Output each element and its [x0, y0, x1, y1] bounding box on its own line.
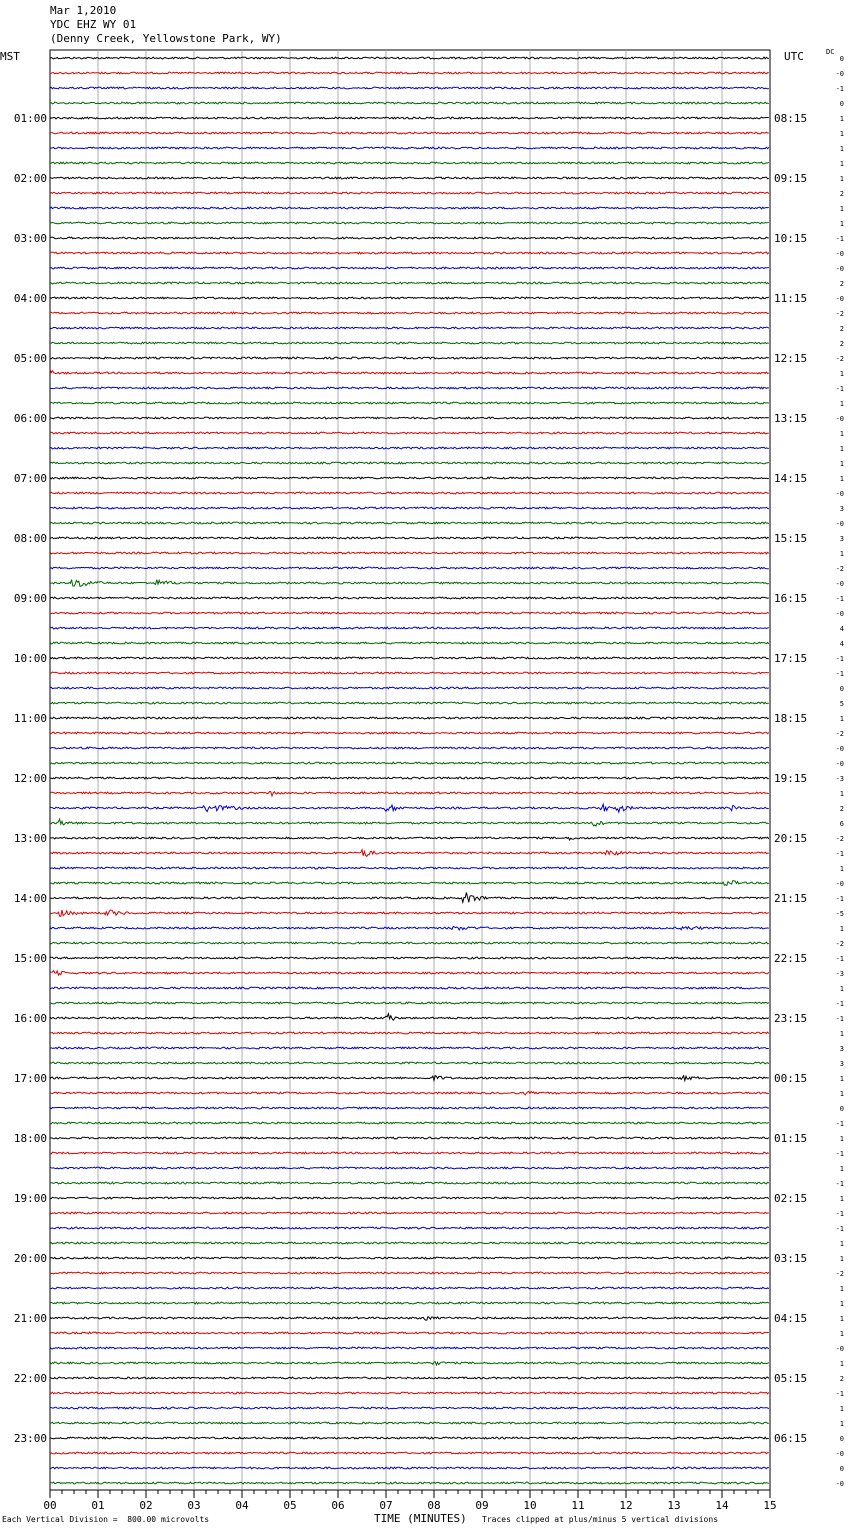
dc-offset-74: 1: [839, 1165, 844, 1173]
dc-offset-92: 0: [839, 1435, 844, 1443]
trace-48: [50, 777, 769, 779]
chart-location: (Denny Creek, Yellowstone Park, WY): [50, 32, 282, 45]
trace-24: [50, 417, 769, 419]
dc-offset-39: 4: [839, 640, 844, 648]
trace-46: [50, 747, 769, 749]
trace-68: [50, 1076, 769, 1081]
mst-hour-label: 07:00: [13, 472, 47, 485]
trace-27: [50, 462, 769, 464]
x-tick-label: 14: [715, 1499, 729, 1512]
trace-13: [50, 252, 769, 254]
trace-90: [50, 1407, 769, 1409]
utc-hour-label: 21:15: [774, 892, 808, 905]
trace-36: [50, 597, 769, 599]
x-tick-label: 04: [235, 1499, 249, 1512]
trace-35: [50, 580, 769, 587]
dc-offset-93: -0: [835, 1450, 844, 1458]
dc-offset-18: 2: [839, 325, 844, 333]
trace-14: [50, 267, 769, 269]
x-tick-label: 02: [139, 1499, 153, 1512]
trace-23: [50, 402, 769, 404]
dc-offset-6: 1: [839, 145, 844, 153]
utc-hour-label: 01:15: [774, 1132, 808, 1145]
trace-74: [50, 1167, 769, 1169]
x-tick-label: 07: [379, 1499, 393, 1512]
dc-offset-37: -0: [835, 610, 844, 618]
trace-73: [50, 1152, 769, 1154]
utc-hour-label: 05:15: [774, 1372, 808, 1385]
dc-offset-78: -1: [835, 1225, 844, 1233]
mst-hour-label: 20:00: [13, 1252, 47, 1265]
mst-hour-label: 22:00: [13, 1372, 47, 1385]
dc-offset-24: -0: [835, 415, 844, 423]
dc-offset-62: 1: [839, 985, 844, 993]
mst-hour-label: 15:00: [13, 952, 47, 965]
mst-hour-label: 16:00: [13, 1012, 47, 1025]
trace-12: [50, 237, 769, 239]
dc-offset-69: 1: [839, 1090, 844, 1098]
mst-hour-label: 14:00: [13, 892, 47, 905]
x-tick-label: 13: [667, 1499, 681, 1512]
trace-71: [50, 1122, 769, 1124]
dc-offset-38: 4: [839, 625, 844, 633]
dc-offset-33: 1: [839, 550, 844, 558]
dc-offset-75: -1: [835, 1180, 844, 1188]
trace-34: [50, 567, 769, 569]
dc-offset-70: 0: [839, 1105, 844, 1113]
trace-26: [50, 447, 769, 449]
dc-offset-3: 0: [839, 100, 844, 108]
dc-offset-90: 1: [839, 1405, 844, 1413]
dc-offset-77: -1: [835, 1210, 844, 1218]
dc-offset-84: 1: [839, 1315, 844, 1323]
dc-offset-88: 2: [839, 1375, 844, 1383]
trace-50: [50, 804, 769, 812]
dc-column-label: DC: [826, 48, 835, 56]
trace-80: [50, 1257, 769, 1259]
dc-offset-68: 1: [839, 1075, 844, 1083]
trace-64: [50, 1014, 769, 1021]
mst-hour-label: 11:00: [13, 712, 47, 725]
x-axis-label: TIME (MINUTES): [374, 1512, 467, 1525]
trace-6: [50, 147, 769, 149]
trace-58: [50, 927, 769, 931]
dc-offset-29: -0: [835, 490, 844, 498]
trace-53: [50, 850, 769, 857]
trace-87: [50, 1362, 769, 1365]
trace-39: [50, 642, 769, 644]
dc-offset-59: -2: [835, 940, 844, 948]
trace-76: [50, 1197, 769, 1199]
dc-offset-52: -2: [835, 835, 844, 843]
trace-82: [50, 1287, 769, 1289]
dc-offset-47: -0: [835, 760, 844, 768]
dc-offset-51: 6: [839, 820, 844, 828]
dc-offset-95: -0: [835, 1480, 844, 1488]
dc-offset-17: -2: [835, 310, 844, 318]
trace-69: [50, 1091, 769, 1095]
utc-hour-label: 02:15: [774, 1192, 808, 1205]
mst-hour-label: 02:00: [13, 172, 47, 185]
trace-45: [50, 732, 769, 734]
dc-offset-79: 1: [839, 1240, 844, 1248]
dc-offset-91: 1: [839, 1420, 844, 1428]
dc-offset-8: 1: [839, 175, 844, 183]
dc-offset-22: -1: [835, 385, 844, 393]
utc-hour-label: 14:15: [774, 472, 808, 485]
trace-55: [50, 881, 769, 886]
trace-56: [50, 893, 769, 903]
trace-93: [50, 1452, 769, 1454]
dc-offset-25: 1: [839, 430, 844, 438]
x-tick-label: 00: [43, 1499, 57, 1512]
trace-63: [50, 1002, 769, 1004]
trace-44: [50, 717, 769, 719]
trace-79: [50, 1242, 769, 1244]
trace-30: [50, 507, 769, 509]
trace-20: [50, 357, 769, 359]
trace-18: [50, 327, 769, 329]
mst-hour-label: 10:00: [13, 652, 47, 665]
trace-88: [50, 1377, 769, 1379]
dc-offset-14: -0: [835, 265, 844, 273]
trace-0: [50, 57, 769, 59]
dc-offset-40: -1: [835, 655, 844, 663]
utc-hour-label: 17:15: [774, 652, 808, 665]
dc-offset-23: 1: [839, 400, 844, 408]
dc-offset-81: -2: [835, 1270, 844, 1278]
dc-offset-61: -3: [835, 970, 844, 978]
utc-hour-label: 22:15: [774, 952, 808, 965]
utc-hour-label: 10:15: [774, 232, 808, 245]
dc-offset-67: 3: [839, 1060, 844, 1068]
utc-hour-label: 18:15: [774, 712, 808, 725]
trace-25: [50, 432, 769, 434]
trace-29: [50, 492, 769, 494]
dc-offset-41: -1: [835, 670, 844, 678]
utc-hour-label: 16:15: [774, 592, 808, 605]
mst-hour-label: 18:00: [13, 1132, 47, 1145]
trace-59: [50, 942, 769, 944]
dc-offset-64: -1: [835, 1015, 844, 1023]
x-tick-label: 01: [91, 1499, 105, 1512]
dc-offset-76: 1: [839, 1195, 844, 1203]
dc-offset-48: -3: [835, 775, 844, 783]
left-timezone-label: MST: [0, 50, 20, 63]
utc-hour-label: 09:15: [774, 172, 808, 185]
trace-51: [50, 819, 769, 826]
utc-hour-label: 08:15: [774, 112, 808, 125]
trace-40: [50, 657, 769, 659]
mst-hour-label: 05:00: [13, 352, 47, 365]
utc-hour-label: 04:15: [774, 1312, 808, 1325]
dc-offset-19: 2: [839, 340, 844, 348]
trace-10: [50, 207, 769, 209]
dc-offset-82: 1: [839, 1285, 844, 1293]
trace-47: [50, 762, 769, 764]
dc-offset-85: 1: [839, 1330, 844, 1338]
utc-hour-label: 03:15: [774, 1252, 808, 1265]
trace-1: [50, 72, 769, 74]
mst-hour-label: 06:00: [13, 412, 47, 425]
trace-5: [50, 132, 769, 134]
trace-52: [50, 837, 769, 840]
dc-offset-15: 2: [839, 280, 844, 288]
trace-22: [50, 387, 769, 389]
dc-offset-9: 2: [839, 190, 844, 198]
trace-19: [50, 342, 769, 344]
dc-offset-11: 1: [839, 220, 844, 228]
dc-offset-27: 1: [839, 460, 844, 468]
dc-offset-44: 1: [839, 715, 844, 723]
mst-hour-label: 09:00: [13, 592, 47, 605]
trace-31: [50, 522, 769, 524]
dc-offset-7: 1: [839, 160, 844, 168]
dc-offset-56: -1: [835, 895, 844, 903]
trace-75: [50, 1182, 769, 1184]
mst-hour-label: 17:00: [13, 1072, 47, 1085]
utc-hour-label: 13:15: [774, 412, 808, 425]
dc-offset-35: -0: [835, 580, 844, 588]
trace-92: [50, 1437, 769, 1439]
trace-67: [50, 1062, 769, 1064]
trace-83: [50, 1302, 769, 1304]
dc-offset-0: 0: [839, 55, 844, 63]
trace-7: [50, 162, 769, 164]
trace-42: [50, 687, 769, 689]
trace-17: [50, 312, 769, 314]
dc-offset-26: 1: [839, 445, 844, 453]
trace-57: [50, 910, 769, 916]
trace-33: [50, 552, 769, 554]
trace-66: [50, 1047, 769, 1049]
dc-offset-72: 1: [839, 1135, 844, 1143]
x-tick-label: 05: [283, 1499, 297, 1512]
x-tick-label: 12: [619, 1499, 633, 1512]
trace-4: [50, 117, 769, 119]
dc-offset-36: -1: [835, 595, 844, 603]
dc-offset-54: 1: [839, 865, 844, 873]
trace-95: [50, 1482, 769, 1484]
dc-offset-32: 3: [839, 535, 844, 543]
dc-offset-10: 1: [839, 205, 844, 213]
mst-hour-label: 21:00: [13, 1312, 47, 1325]
utc-hour-label: 19:15: [774, 772, 808, 785]
trace-65: [50, 1032, 769, 1034]
trace-94: [50, 1467, 769, 1469]
x-tick-label: 11: [571, 1499, 585, 1512]
dc-offset-28: 1: [839, 475, 844, 483]
utc-hour-label: 11:15: [774, 292, 808, 305]
trace-70: [50, 1107, 769, 1109]
dc-offset-49: 1: [839, 790, 844, 798]
trace-86: [50, 1347, 769, 1349]
dc-offset-13: -0: [835, 250, 844, 258]
dc-offset-58: 1: [839, 925, 844, 933]
utc-hour-label: 12:15: [774, 352, 808, 365]
trace-11: [50, 222, 769, 224]
trace-2: [50, 87, 769, 89]
trace-78: [50, 1227, 769, 1229]
utc-hour-label: 00:15: [774, 1072, 808, 1085]
dc-offset-30: 3: [839, 505, 844, 513]
dc-offset-16: -0: [835, 295, 844, 303]
dc-offset-46: -0: [835, 745, 844, 753]
trace-60: [50, 957, 769, 959]
dc-offset-34: -2: [835, 565, 844, 573]
chart-station: YDC EHZ WY 01: [50, 18, 137, 31]
x-tick-label: 03: [187, 1499, 201, 1512]
dc-offset-60: -1: [835, 955, 844, 963]
trace-89: [50, 1392, 769, 1394]
dc-offset-55: -0: [835, 880, 844, 888]
trace-3: [50, 102, 769, 104]
dc-offset-43: 5: [839, 700, 844, 708]
mst-hour-label: 13:00: [13, 832, 47, 845]
trace-84: [50, 1317, 769, 1321]
clip-note: Traces clipped at plus/minus 5 vertical divisions: [482, 1515, 719, 1524]
dc-offset-2: -1: [835, 85, 844, 93]
dc-offset-87: 1: [839, 1360, 844, 1368]
trace-43: [50, 702, 769, 704]
x-tick-label: 08: [427, 1499, 441, 1512]
dc-offset-86: -0: [835, 1345, 844, 1353]
dc-offset-1: -0: [835, 70, 844, 78]
dc-offset-53: -1: [835, 850, 844, 858]
trace-91: [50, 1422, 769, 1424]
trace-16: [50, 297, 769, 299]
dc-offset-89: -1: [835, 1390, 844, 1398]
trace-61: [50, 971, 769, 976]
dc-offset-4: 1: [839, 115, 844, 123]
trace-9: [50, 192, 769, 194]
trace-81: [50, 1272, 769, 1274]
trace-54: [50, 867, 769, 869]
trace-41: [50, 672, 769, 674]
mst-hour-label: 12:00: [13, 772, 47, 785]
x-tick-label: 09: [475, 1499, 489, 1512]
trace-77: [50, 1212, 769, 1214]
x-tick-label: 10: [523, 1499, 537, 1512]
dc-offset-42: 0: [839, 685, 844, 693]
scale-note: Each Vertical Division = 800.00 microvolts: [2, 1515, 210, 1524]
trace-49: [50, 792, 769, 797]
trace-15: [50, 282, 769, 284]
dc-offset-83: 1: [839, 1300, 844, 1308]
mst-hour-label: 04:00: [13, 292, 47, 305]
dc-offset-66: 3: [839, 1045, 844, 1053]
dc-offset-45: -2: [835, 730, 844, 738]
trace-38: [50, 627, 769, 629]
utc-hour-label: 20:15: [774, 832, 808, 845]
dc-offset-80: 1: [839, 1255, 844, 1263]
trace-62: [50, 987, 769, 989]
trace-21: [50, 369, 769, 374]
dc-offset-21: 1: [839, 370, 844, 378]
chart-date: Mar 1,2010: [50, 4, 117, 17]
mst-hour-label: 23:00: [13, 1432, 47, 1445]
utc-hour-label: 06:15: [774, 1432, 808, 1445]
dc-offset-12: -1: [835, 235, 844, 243]
dc-offset-73: -1: [835, 1150, 844, 1158]
dc-offset-65: 1: [839, 1030, 844, 1038]
mst-hour-label: 19:00: [13, 1192, 47, 1205]
dc-offset-94: 0: [839, 1465, 844, 1473]
x-tick-label: 15: [763, 1499, 777, 1512]
trace-8: [50, 177, 769, 179]
dc-offset-31: -0: [835, 520, 844, 528]
trace-72: [50, 1137, 769, 1139]
mst-hour-label: 01:00: [13, 112, 47, 125]
right-timezone-label: UTC: [784, 50, 804, 63]
mst-hour-label: 08:00: [13, 532, 47, 545]
dc-offset-57: -5: [835, 910, 844, 918]
dc-offset-71: -1: [835, 1120, 844, 1128]
mst-hour-label: 03:00: [13, 232, 47, 245]
utc-hour-label: 15:15: [774, 532, 808, 545]
dc-offset-63: -1: [835, 1000, 844, 1008]
trace-37: [50, 612, 769, 614]
trace-28: [50, 477, 769, 479]
utc-hour-label: 23:15: [774, 1012, 808, 1025]
x-tick-label: 06: [331, 1499, 345, 1512]
dc-offset-5: 1: [839, 130, 844, 138]
dc-offset-20: -2: [835, 355, 844, 363]
trace-85: [50, 1332, 769, 1334]
trace-32: [50, 537, 769, 539]
dc-offset-50: 2: [839, 805, 844, 813]
